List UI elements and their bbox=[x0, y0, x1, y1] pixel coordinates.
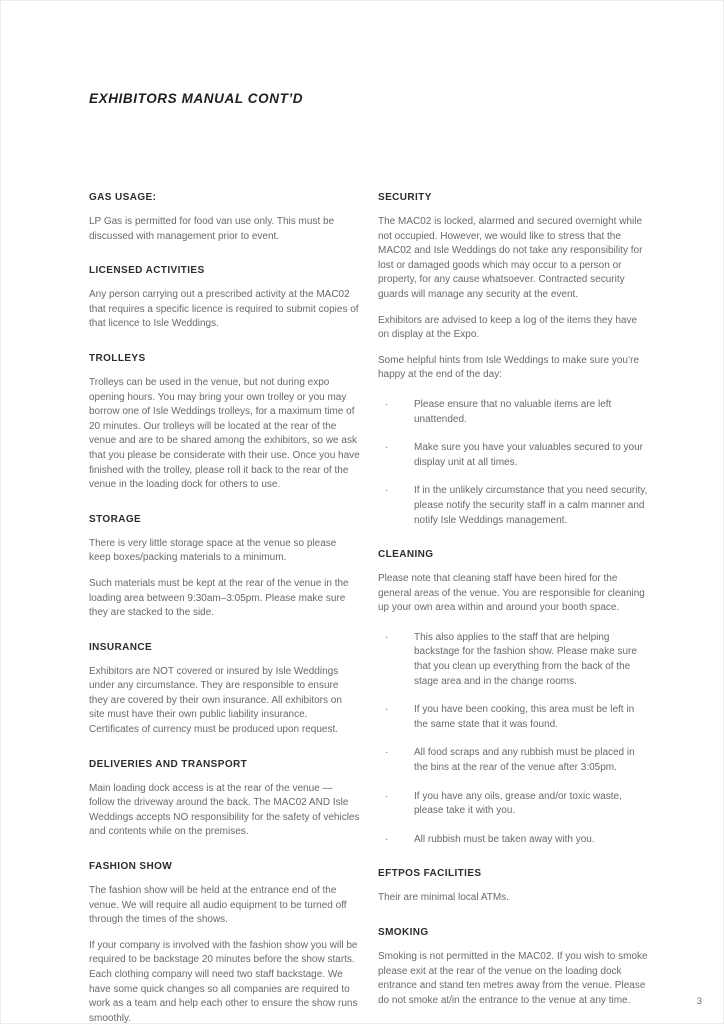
paragraph: There is very little storage space at the venue so please keep boxes/packing materials to a minimum. bbox=[89, 537, 337, 564]
section-fashion-show bbox=[89, 861, 360, 1024]
paragraph: Trolleys can be used in the venue, but not during expo opening hours. You may bring your own trolley or you may borrow one of Isle Weddings trolleys, for a maximum time of 20 minutes. Our trolleys will be located at the rear of the venue and are to be shared among the exhibitors, so we ask that you please be considerate with their use. Once you have finished with the trolley, please roll it back to the rear of the venue in the loading dock for others to use. bbox=[89, 376, 360, 491]
column-left bbox=[89, 192, 360, 1024]
section-gas-usage bbox=[89, 192, 360, 244]
section-storage bbox=[89, 514, 360, 621]
page-number: 3 bbox=[696, 996, 702, 1007]
paragraph: Main loading dock access is at the rear of the venue — follow the driveway around the back. The MAC02 AND Isle Weddings accepts NO responsibility for the safety of vehicles and contents while on the premises. bbox=[89, 782, 360, 838]
paragraph: Exhibitors are NOT covered or insured by Isle Weddings under any circumstance. They are responsible to ensure they are covered by their own insurance. All exhibitors on site must have their own public liability insurance. Certificates of currency must be produced upon request. bbox=[89, 665, 342, 736]
paragraph: Their are minimal local ATMs. bbox=[378, 892, 509, 904]
bullet-text: If you have been cooking, this area must be left in the same state that it was found. bbox=[414, 704, 635, 730]
bullet-text: If you have any oils, grease and/or toxic waste, please take it with you. bbox=[414, 790, 622, 817]
section-heading: EFTPOS FACILITIES bbox=[378, 868, 482, 880]
bullet-list bbox=[378, 631, 649, 848]
bullet-item bbox=[378, 790, 649, 819]
bullet-dot-icon: · bbox=[385, 790, 389, 802]
section-security bbox=[378, 192, 649, 528]
bullet-dot-icon: · bbox=[385, 631, 389, 643]
section-heading: SMOKING bbox=[378, 927, 429, 938]
paragraph: Any person carrying out a prescribed activity at the MAC02 that requires a specific licence is required to submit copies of that licence to Isle Weddings. bbox=[89, 289, 359, 330]
section-heading: DELIVERIES AND TRANSPORT bbox=[89, 758, 248, 770]
section-licensed-activities bbox=[89, 265, 360, 332]
paragraph: The fashion show will be held at the entrance end of the venue. We will require all audio equipment to be turned off through the times of the shows. bbox=[89, 885, 347, 926]
paragraph: The MAC02 is locked, alarmed and secured overnight while not occupied. However, we would like to stress that the MAC02 and Isle Weddings do not take any responsibility for lost or damaged goods which may occur to a person or property, for any cause whatsoever. Contracted security guards will manage any security at the event. bbox=[378, 216, 643, 300]
bullet-text: All food scraps and any rubbish must be placed in the bins at the rear of the venue after 3:05pm. bbox=[414, 747, 635, 774]
bullet-text: If in the unlikely circumstance that you need security, please notify the security staff in a calm manner and notify Isle Weddings management. bbox=[414, 485, 648, 526]
bullet-dot-icon: · bbox=[385, 704, 389, 716]
section-heading: INSURANCE bbox=[89, 641, 153, 653]
bullet-item bbox=[378, 398, 649, 427]
bullet-dot-icon: · bbox=[385, 747, 389, 759]
paragraph: If your company is involved with the fashion show you will be required to be backstage 20 minutes before the show starts. Each clothing company will need two staff backstage. We have some quick changes so all companies are required to work as a team and help each other to ensure the show runs smoothly. bbox=[89, 939, 358, 1024]
section-deliveries-and-transport bbox=[89, 759, 360, 840]
page-title: EXHIBITORS MANUAL CONT’D bbox=[89, 91, 304, 106]
section-eftpos-facilities bbox=[378, 868, 649, 906]
bullet-text: All rubbish must be taken away with you. bbox=[414, 833, 595, 845]
paragraph: Some helpful hints from Isle Weddings to make sure you’re happy at the end of the day: bbox=[378, 354, 640, 381]
section-heading: FASHION SHOW bbox=[89, 861, 173, 873]
bullet-item bbox=[378, 441, 649, 470]
bullet-item bbox=[378, 703, 649, 732]
section-heading: SECURITY bbox=[378, 192, 432, 203]
bullet-item bbox=[378, 484, 649, 528]
section-smoking bbox=[378, 927, 649, 1008]
bullet-item bbox=[378, 631, 649, 689]
paragraph: Such materials must be kept at the rear of the venue in the loading area between 9:30am–3:05pm. Please make sure they are stacked to the side. bbox=[89, 577, 349, 619]
section-trolleys bbox=[89, 353, 360, 493]
section-heading: CLEANING bbox=[378, 549, 434, 561]
bullet-dot-icon: · bbox=[385, 833, 389, 845]
paragraph: Please note that cleaning staff have been hired for the general areas of the venue. You are responsible for cleaning up your own area within and around your booth space. bbox=[378, 573, 645, 614]
section-heading: GAS USAGE: bbox=[89, 192, 157, 203]
paragraph: Exhibitors are advised to keep a log of the items they have on display at the Expo. bbox=[378, 314, 638, 341]
bullet-dot-icon: · bbox=[385, 485, 389, 497]
paragraph: LP Gas is permitted for food van use only. This must be discussed with management prior to event. bbox=[89, 216, 335, 242]
column-right bbox=[378, 192, 649, 1024]
bullet-dot-icon: · bbox=[385, 442, 389, 454]
bullet-text: Make sure you have your valuables secured to your display unit at all times. bbox=[414, 442, 644, 468]
section-heading: TROLLEYS bbox=[89, 352, 146, 364]
bullet-list bbox=[378, 398, 649, 528]
paragraph: Smoking is not permitted in the MAC02. If you wish to smoke please exit at the rear of the venue on the loading dock entrance and stand ten metres away from the venue. Please do not smoke at/in the entrance to the venue at any time. bbox=[378, 951, 648, 1006]
bullet-text: This also applies to the staff that are helping backstage for the fashion show. Please make sure that you clean up everything from the back of the stage area and in the change rooms. bbox=[414, 631, 637, 687]
section-heading: LICENSED ACTIVITIES bbox=[89, 265, 205, 277]
content-columns bbox=[89, 192, 649, 1024]
bullet-item bbox=[378, 833, 649, 848]
bullet-text: Please ensure that no valuable items are left unattended. bbox=[414, 398, 612, 425]
section-heading: STORAGE bbox=[89, 513, 142, 525]
bullet-item bbox=[378, 746, 649, 775]
section-cleaning bbox=[378, 549, 649, 847]
section-insurance bbox=[89, 642, 360, 738]
bullet-dot-icon: · bbox=[385, 398, 389, 410]
